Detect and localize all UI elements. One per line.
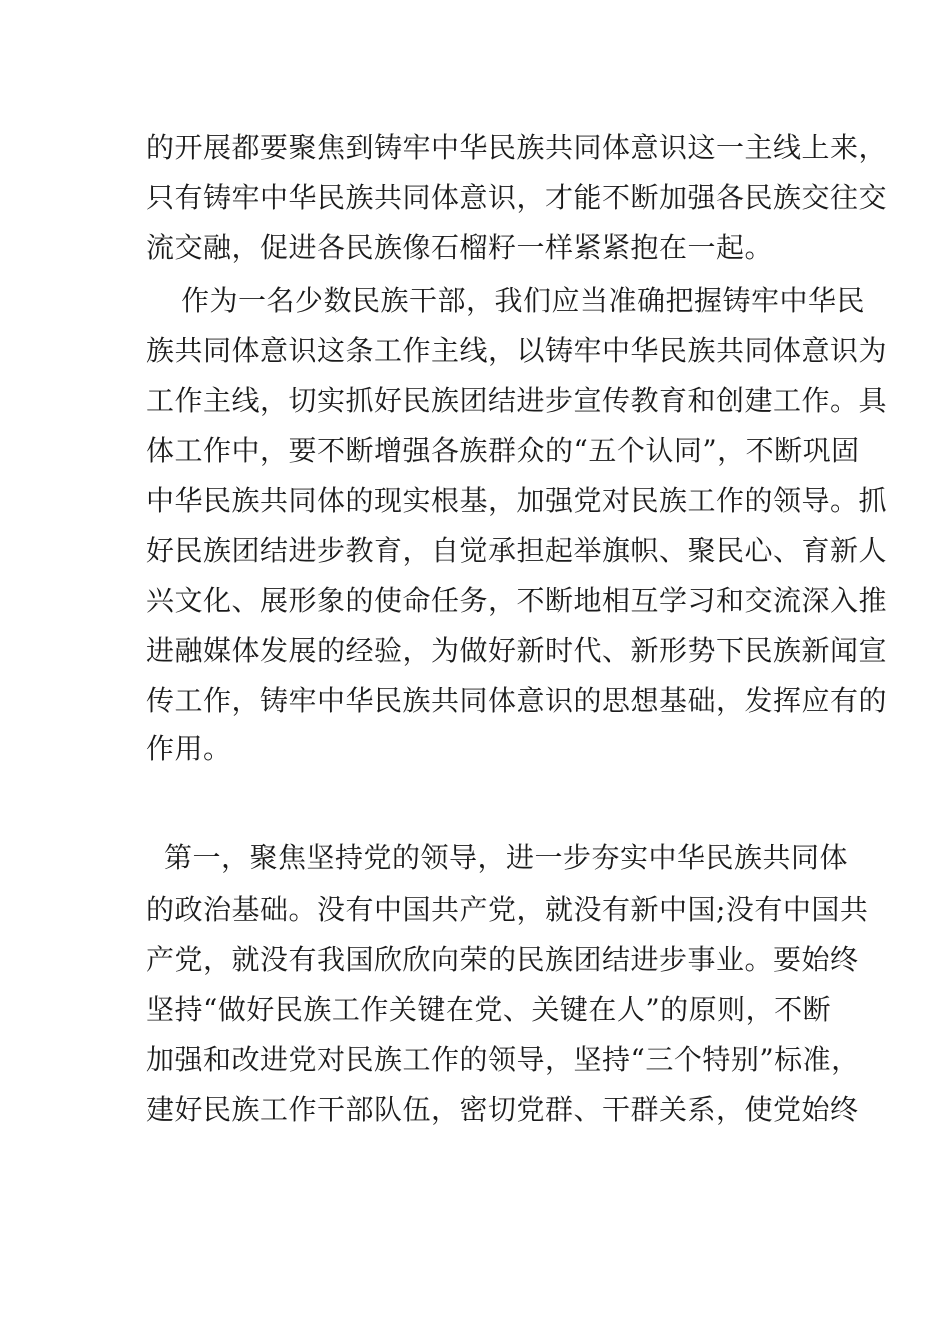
paragraph-1-line-3: 流交融，促进各民族像石榴籽一样紧紧抱在一起。 — [146, 231, 774, 264]
paragraph-2-line-4: 体工作中，要不断增强各族群众的“五个认同”，不断巩固 — [146, 434, 860, 467]
paragraph-2-line-3: 工作主线，切实抓好民族团结进步宣传教育和创建工作。具 — [146, 384, 888, 417]
paragraph-2-line-8: 进融媒体发展的经验，为做好新时代、新形势下民族新闻宣 — [146, 634, 888, 667]
paragraph-1-line-2: 只有铸牢中华民族共同体意识，才能不断加强各民族交往交 — [146, 181, 888, 214]
paragraph-2-line-5: 中华民族共同体的现实根基，加强党对民族工作的领导。抓 — [146, 484, 888, 517]
paragraph-3-line-5: 加强和改进党对民族工作的领导，坚持“三个特别”标准， — [146, 1043, 860, 1076]
paragraph-2-line-9: 传工作，铸牢中华民族共同体意识的思想基础，发挥应有的 — [146, 684, 888, 717]
paragraph-3-line-4: 坚持“做好民族工作关键在党、关键在人”的原则，不断 — [146, 993, 832, 1026]
paragraph-2-line-7: 兴文化、展形象的使命任务，不断地相互学习和交流深入推 — [146, 584, 888, 617]
paragraph-3-line-6: 建好民族工作干部队伍，密切党群、干群关系，使党始终 — [146, 1093, 859, 1126]
paragraph-1-line-1: 的开展都要聚焦到铸牢中华民族共同体意识这一主线上来， — [146, 131, 888, 164]
paragraph-3-line-3: 产党，就没有我国欣欣向荣的民族团结进步事业。要始终 — [146, 943, 859, 976]
paragraph-3-line-1: 第一，聚焦坚持党的领导，进一步夯实中华民族共同体 — [164, 841, 849, 874]
paragraph-2-line-2: 族共同体意识这条工作主线，以铸牢中华民族共同体意识为 — [146, 334, 888, 367]
paragraph-3-line-2: 的政治基础。没有中国共产党，就没有新中国;没有中国共 — [146, 893, 869, 926]
paragraph-2-line-1: 作为一名少数民族干部，我们应当准确把握铸牢中华民 — [181, 284, 866, 317]
paragraph-2-line-6: 好民族团结进步教育，自觉承担起举旗帜、聚民心、育新人 — [146, 534, 888, 567]
paragraph-2-line-10: 作用。 — [146, 732, 232, 765]
